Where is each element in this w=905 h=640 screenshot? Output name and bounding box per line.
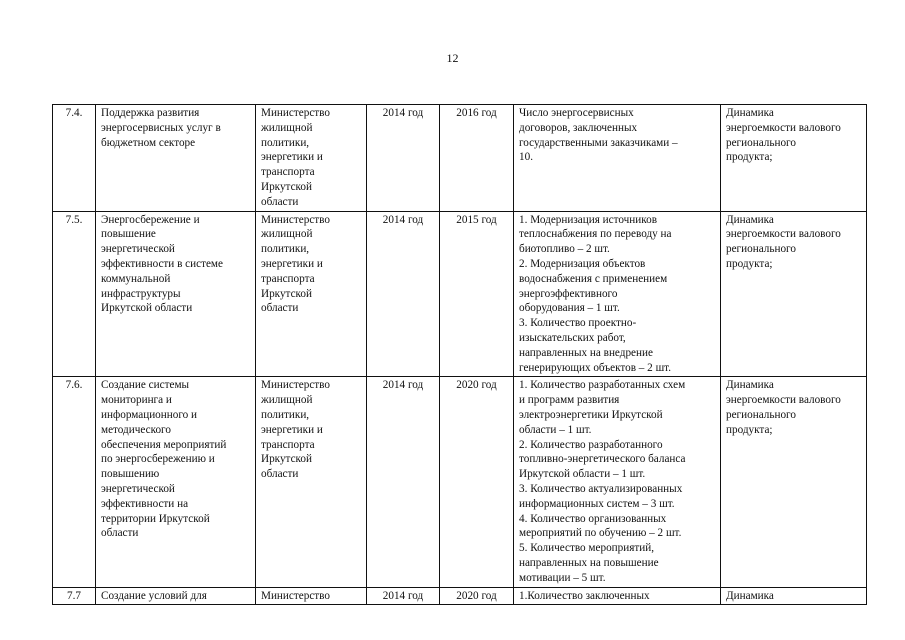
- cell-line: эффективности на: [101, 497, 189, 510]
- result-cell: [514, 105, 721, 212]
- cell-line: энергетики и: [261, 257, 323, 270]
- cell-line: 2. Количество разработанного: [519, 438, 663, 451]
- cell-line: области: [101, 527, 139, 540]
- cell-line: Министерство: [261, 589, 330, 602]
- cell-line: регионального: [726, 136, 796, 149]
- cell-line: 5. Количество мероприятий,: [519, 542, 655, 555]
- result-cell: [514, 377, 721, 587]
- indicator-cell: [721, 587, 867, 605]
- cell-line: 4. Количество организованных: [519, 512, 667, 525]
- cell-line: Иркутской области: [101, 302, 193, 315]
- row-number: 7.4.: [53, 105, 96, 212]
- cell-line: мероприятий по обучению – 2 шт.: [519, 527, 682, 540]
- event-cell: [96, 105, 256, 212]
- row-number: 7.7: [53, 587, 96, 605]
- cell-line: генерирующих объектов – 2 шт.: [519, 361, 672, 374]
- event-cell: [96, 377, 256, 587]
- cell-line: энергетики и: [261, 151, 323, 164]
- result-cell: [514, 587, 721, 605]
- cell-line: области – 1 шт.: [519, 423, 592, 436]
- cell-line: договоров, заключенных: [519, 121, 638, 134]
- cell-line: Иркутской: [261, 453, 312, 466]
- table-row: [53, 105, 867, 212]
- cell-line: направленных на повышение: [519, 556, 659, 569]
- cell-line: транспорта: [261, 166, 315, 179]
- cell-line: области: [261, 195, 299, 208]
- program-events-table: [52, 104, 867, 605]
- cell-line: области: [261, 468, 299, 481]
- cell-line: транспорта: [261, 272, 315, 285]
- cell-line: Министерство: [261, 213, 330, 226]
- cell-line: оборудования – 1 шт.: [519, 302, 620, 315]
- cell-line: продукта;: [726, 257, 773, 270]
- cell-line: энергетики и: [261, 423, 323, 436]
- cell-line: инфраструктуры: [101, 287, 181, 300]
- cell-line: 2. Модернизация объектов: [519, 257, 646, 270]
- cell-line: Министерство: [261, 379, 330, 392]
- cell-line: информационных систем – 3 шт.: [519, 497, 675, 510]
- cell-line: регионального: [726, 408, 796, 421]
- cell-line: Создание системы: [101, 379, 190, 392]
- cell-line: Динамика: [726, 379, 774, 392]
- end-year-cell: 2016 год: [440, 105, 514, 212]
- start-year-cell: 2014 год: [367, 105, 440, 212]
- cell-line: 3. Количество актуализированных: [519, 482, 683, 495]
- cell-line: территории Иркутской: [101, 512, 210, 525]
- cell-line: Иркутской области – 1 шт.: [519, 468, 646, 481]
- cell-line: продукта;: [726, 151, 773, 164]
- cell-line: электроэнергетики Иркутской: [519, 408, 663, 421]
- cell-line: направленных на внедрение: [519, 346, 653, 359]
- cell-line: жилищной: [261, 394, 313, 407]
- cell-line: 1.Количество заключенных: [519, 589, 650, 602]
- cell-line: 1. Модернизация источников: [519, 213, 657, 226]
- cell-line: бюджетном секторе: [101, 136, 196, 149]
- cell-line: эффективности в системе: [101, 257, 223, 270]
- cell-line: области: [261, 302, 299, 315]
- row-number: 7.5.: [53, 211, 96, 377]
- cell-line: 3. Количество проектно-: [519, 317, 637, 330]
- cell-line: регионального: [726, 243, 796, 256]
- event-cell: [96, 587, 256, 605]
- cell-line: энергоемкости валового: [726, 228, 841, 241]
- cell-line: Иркутской: [261, 180, 312, 193]
- cell-line: водоснабжения с применением: [519, 272, 668, 285]
- indicator-cell: [721, 211, 867, 377]
- cell-line: 1. Количество разработанных схем: [519, 379, 686, 392]
- end-year-cell: 2020 год: [440, 377, 514, 587]
- cell-line: продукта;: [726, 423, 773, 436]
- cell-line: коммунальной: [101, 272, 171, 285]
- executor-cell: [256, 211, 367, 377]
- row-number: 7.6.: [53, 377, 96, 587]
- cell-line: Поддержка развития: [101, 107, 200, 119]
- cell-line: энергетической: [101, 243, 175, 256]
- cell-line: повышение: [101, 228, 156, 241]
- indicator-cell: [721, 105, 867, 212]
- cell-line: Министерство: [261, 107, 330, 119]
- cell-line: биотопливо – 2 шт.: [519, 243, 610, 256]
- cell-line: повышению: [101, 468, 160, 481]
- result-cell: [514, 211, 721, 377]
- start-year-cell: 2014 год: [367, 587, 440, 605]
- cell-line: государственными заказчиками –: [519, 136, 678, 149]
- cell-line: Число энергосервисных: [519, 107, 634, 119]
- executor-cell: [256, 587, 367, 605]
- cell-line: энергоэффективного: [519, 287, 618, 300]
- cell-line: 10.: [519, 151, 533, 164]
- table-body: [53, 105, 867, 605]
- table-row: [53, 377, 867, 587]
- cell-line: энергоемкости валового: [726, 394, 841, 407]
- cell-line: Создание условий для: [101, 589, 207, 602]
- cell-line: и программ развития: [519, 394, 620, 407]
- cell-line: политики,: [261, 136, 310, 149]
- cell-line: Энергосбережение и: [101, 213, 200, 226]
- cell-line: политики,: [261, 243, 310, 256]
- cell-line: энергетической: [101, 482, 175, 495]
- cell-line: жилищной: [261, 121, 313, 134]
- cell-line: Динамика: [726, 589, 774, 602]
- start-year-cell: 2014 год: [367, 211, 440, 377]
- table-row: [53, 211, 867, 377]
- cell-line: информационного и: [101, 408, 198, 421]
- cell-line: жилищной: [261, 228, 313, 241]
- cell-line: топливно-энергетического баланса: [519, 453, 686, 466]
- cell-line: изыскательских работ,: [519, 331, 626, 344]
- cell-line: теплоснабжения по переводу на: [519, 228, 672, 241]
- executor-cell: [256, 377, 367, 587]
- indicator-cell: [721, 377, 867, 587]
- cell-line: энергосервисных услуг в: [101, 121, 221, 134]
- cell-line: транспорта: [261, 438, 315, 451]
- cell-line: мотивации – 5 шт.: [519, 571, 606, 584]
- cell-line: мониторинга и: [101, 394, 172, 407]
- cell-line: по энергосбережению и: [101, 453, 215, 466]
- start-year-cell: 2014 год: [367, 377, 440, 587]
- cell-line: обеспечения мероприятий: [101, 438, 227, 451]
- cell-line: методического: [101, 423, 171, 436]
- end-year-cell: 2020 год: [440, 587, 514, 605]
- cell-line: энергоемкости валового: [726, 121, 841, 134]
- page-number: 12: [446, 51, 459, 65]
- event-cell: [96, 211, 256, 377]
- cell-line: Иркутской: [261, 287, 312, 300]
- cell-line: Динамика: [726, 213, 774, 226]
- executor-cell: [256, 105, 367, 212]
- cell-line: политики,: [261, 408, 310, 421]
- end-year-cell: 2015 год: [440, 211, 514, 377]
- cell-line: Динамика: [726, 107, 774, 119]
- table-row: [53, 587, 867, 605]
